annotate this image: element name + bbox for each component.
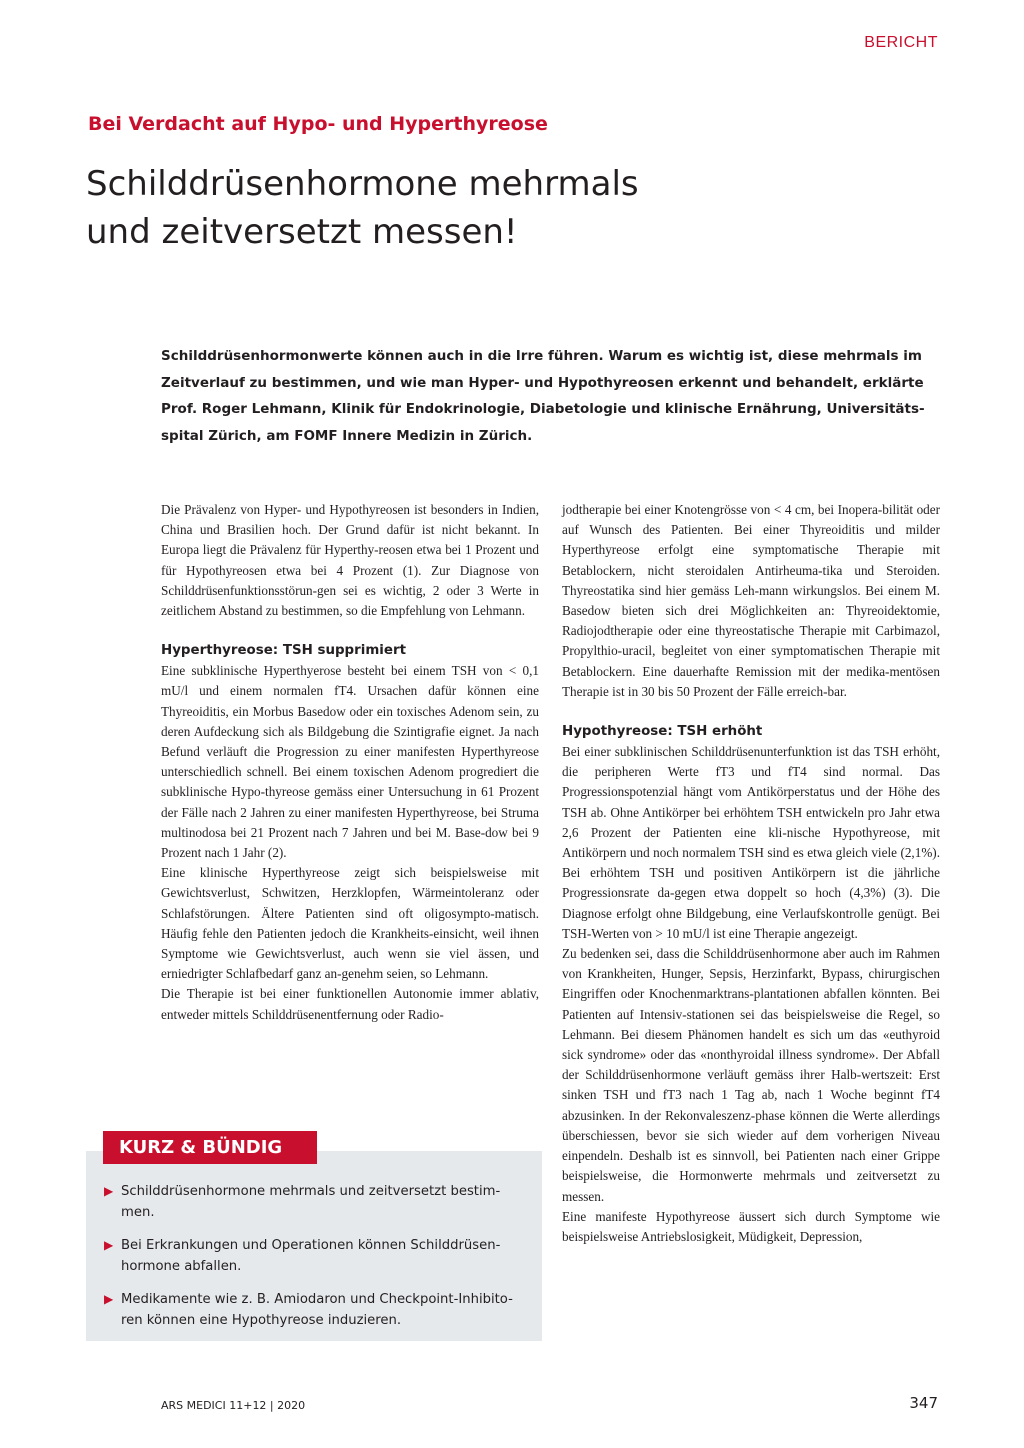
body-paragraph: Die Therapie ist bei einer funktionellen Autonomie immer ablativ, entweder mittels Schilddrüsenentfernung oder Radio-	[161, 986, 539, 1022]
article-kicker: Bei Verdacht auf Hypo- und Hyperthyreose	[88, 113, 548, 135]
summary-item-text: Schilddrüsenhormone mehrmals und zeitversetzt bestim-men.	[121, 1184, 501, 1220]
body-paragraph: Bei einer subklinischen Schilddrüsenunterfunktion ist das TSH erhöht, die peripheren Werte fT3 und fT4 sind normal. Das Progressionspotenzial hängt vom Antikörperstatus und der Höhe des TSH ab. Ohne Antikörper bei erhöhtem TSH entwickeln pro Jahr etwa 2,6 Prozent der Patienten eine kli-nische Hypothyreose, mit Antikörpern und noch normalem TSH sind es etwa gleich viele (2,1%). Bei erhöhtem TSH und positiven Antikörpern ist die jährliche Progressionsrate da-gegen etwa doppelt so hoch (4,3%) (3). Die Diagnose erfolgt ohne Bildgebung, eine Verlaufskontrolle genügt. Bei TSH-Werten von > 10 mU/l ist eine Therapie angezeigt.	[562, 744, 940, 941]
body-paragraph: jodtherapie bei einer Knotengrösse von < 4 cm, bei Inopera-bilität oder auf Wunsch des Patienten. Bei einer Thyreoiditis und milder Hyperthyreose erfolgt eine symptomatische Therapie mit Betablockern, nicht steroidalen Antirheuma-tika und Steroiden. Thyreostatika sind hier gemäss Leh-mann wirkungslos. Bei einem M. Basedow bieten sich drei Möglichkeiten an: Thyreoidektomie, Radiojodtherapie oder eine thyreostatische Therapie mit Carbimazol, Propylthio-uracil, begleitet von einer symptomatischen Therapie mit Betablockern. Eine dauerhafte Remission mit der medika-mentösen Therapie ist in 30 bis 50 Prozent der Fälle erreich-bar.	[562, 502, 940, 699]
section-label: BERICHT	[864, 34, 938, 51]
article-lead: Schilddrüsenhormonwerte können auch in die Irre führen. Warum es wichtig ist, diese mehrmals im Zeitverlauf zu bestimmen, und wie man Hyper- und Hypothyreosen erkennt und behandelt, erklärte Prof. Roger Lehmann, Klinik für Endokrinologie, Diabetologie und klinische Ernährung, Universitäts-spital Zürich, am FOMF Innere Medizin in Zürich.	[161, 348, 925, 444]
summary-item-text: Medikamente wie z. B. Amiodaron und Checkpoint-Inhibito-ren können eine Hypothyreose induzieren.	[121, 1292, 513, 1328]
body-paragraph: Die Prävalenz von Hyper- und Hypothyreosen ist besonders in Indien, China und Brasilien hoch. Der Grund dafür ist nicht bekannt. In Europa liegt die Prävalenz für Hyperthy-reosen etwa bei 1 Prozent und für Hypothyreosen etwa bei 4 Prozent (1). Zur Diagnose von Schilddrüsenfunktionsstörun-gen sei es wichtig, 2 oder 3 Werte in zeitlichem Abstand zu bestimmen, so die Empfehlung von Lehmann.	[161, 502, 539, 619]
summary-item-text: Bei Erkrankungen und Operationen können Schilddrüsen-hormone abfallen.	[121, 1238, 501, 1274]
journal-footer: ARS MEDICI 11+12 | 2020	[161, 1399, 306, 1412]
article-title-line-1: Schilddrüsenhormone mehrmals	[86, 164, 639, 204]
body-column-right	[562, 500, 940, 1247]
summary-box-title: KURZ & BÜNDIG	[103, 1131, 317, 1164]
article-title	[86, 160, 786, 256]
subheading-hyperthyreose: Hyperthyreose: TSH supprimiert	[161, 643, 406, 659]
summary-item	[104, 1235, 514, 1277]
body-paragraph: Eine manifeste Hypothyreose äussert sich durch Symptome wie beispielsweise Antriebslosigkeit, Müdigkeit, Depression,	[562, 1208, 940, 1244]
body-paragraph: Eine subklinische Hyperthyerose besteht bei einem TSH von < 0,1 mU/l und einem normalen fT4. Ursachen dafür können eine Thyreoiditis, ein Morbus Basedow oder ein toxisches Adenom sein, zu deren Aufdeckung sich als Bildgebung die Szintigrafie eignet. Ja nach Befund verläuft die Progression zu einer manifesten Hyperthyreose unterschiedlich schnell. Bei einem toxischen Adenom progrediert die subklinische Hypo-thyreose gemäss einer Untersuchung in 61 Prozent der Fälle nach 2 Jahren zu einer manifesten Hyperthyreose, bei Struma multinodosa bei 21 Prozent nach 7 Jahren und bei M. Base-dow bei 9 Prozent nach 1 Jahr (2).	[161, 663, 539, 861]
triangle-right-icon: ▶	[104, 1292, 114, 1306]
summary-item	[104, 1181, 514, 1223]
body-column-left	[161, 500, 539, 1025]
triangle-right-icon: ▶	[104, 1184, 114, 1198]
triangle-right-icon: ▶	[104, 1238, 114, 1252]
body-paragraph: Zu bedenken sei, dass die Schilddrüsenhormone aber auch im Rahmen von Krankheiten, Hunger, Sepsis, Herzinfarkt, Bypass, chirurgischen Eingriffen oder Knochenmarktrans-plantationen abfallen könnten. Bei Patienten auf Intensiv-stationen sei das beispielsweise die Regel, so Lehmann. Bei diesem Phänomen handelt es sich um das «euthyroid sick syndrome» oder das «nonthyroidal illness syndrome». Der Abfall der Schilddrüsenhormone verläuft gemäss ihrer Halb-wertszeit: Erst sinken TSH und fT3 nach 1 Tag ab, nach 1 Woche beginnt fT4 abzusinken. In der Rekonvaleszenz-phase können die Werte allerdings überschiessen, bevor sie sich wieder auf dem vorherigen Niveau einpendeln. Deshalb ist es sinnvoll, bei Patienten nach einer Grippe beispielsweise, die Hormonwerte mehrmals und zeitversetzt zu messen.	[562, 946, 940, 1204]
subheading-hypothyreose: Hypothyreose: TSH erhöht	[562, 724, 763, 740]
summary-item	[104, 1289, 514, 1331]
summary-box	[86, 1151, 542, 1341]
summary-list	[104, 1181, 514, 1343]
page-number: 347	[909, 1394, 938, 1412]
article-title-line-2: und zeitversetzt messen!	[86, 212, 518, 252]
body-paragraph: Eine klinische Hyperthyreose zeigt sich beispielsweise mit Gewichtsverlust, Schwitzen, Herzklopfen, Wärmeintoleranz oder Schlafstörungen. Ältere Patienten sind oft oligosympto-matisch. Häufig fehle den Patienten jedoch die Krankheits-einsicht, weil ihnen Symptome wie Gewichtsverlust, auch wenn sie viel ässen, und erniedrigter Schlafbedarf ganz an-genehm seien, so Lehmann.	[161, 865, 539, 982]
